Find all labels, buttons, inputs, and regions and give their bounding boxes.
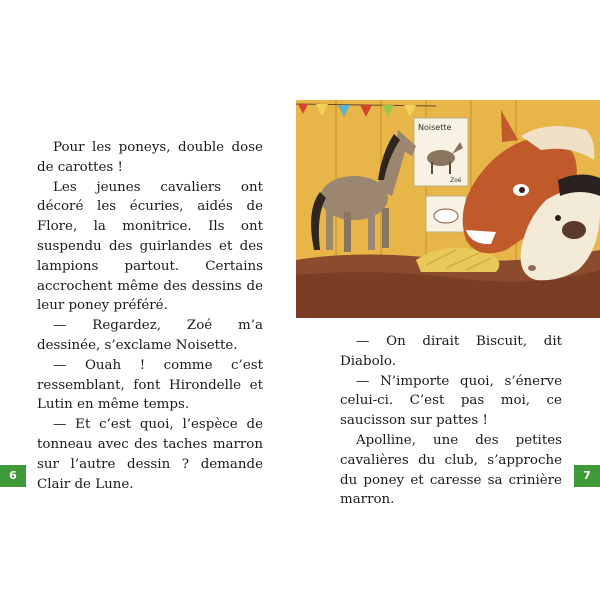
paragraph: — Regardez, Zoé m’a dessinée, s’exclame Noisette. (37, 318, 263, 353)
poster-caption: Zoé (450, 177, 462, 184)
right-page-text (340, 332, 562, 510)
paragraph: — N’importe quoi, s’énerve celui-ci. C’est pas moi, ce saucisson sur pattes ! (340, 373, 562, 429)
paragraph: Apolline, une des petites cavalières du club, s’approche du poney et caresse sa crinière marron. (340, 432, 562, 508)
poster-label: Noisette (418, 123, 452, 132)
poster-noisette (414, 118, 468, 186)
page-number-left: 6 (0, 465, 26, 487)
left-page-text (37, 138, 263, 494)
stable-illustration (296, 100, 600, 318)
paragraph: Les jeunes cavaliers ont décoré les écuries, aidés de Flore, la monitrice. Ils ont suspendu des guirlandes et des lampions partout. Certains accrochent même des dessins de leur poney préféré. (37, 179, 263, 314)
paragraph: — Ouah ! comme c’est ressemblant, font Hirondelle et Lutin en même temps. (37, 357, 263, 413)
paragraph: Pour les poneys, double dose de carottes ! (37, 140, 263, 175)
page-number-right: 7 (574, 465, 600, 487)
paragraph: — Et c’est quoi, l’espèce de tonneau avec des taches marron sur l’autre dessin ? demande Clair de Lune. (37, 417, 263, 492)
paragraph: — On dirait Biscuit, dit Diabolo. (340, 334, 562, 369)
